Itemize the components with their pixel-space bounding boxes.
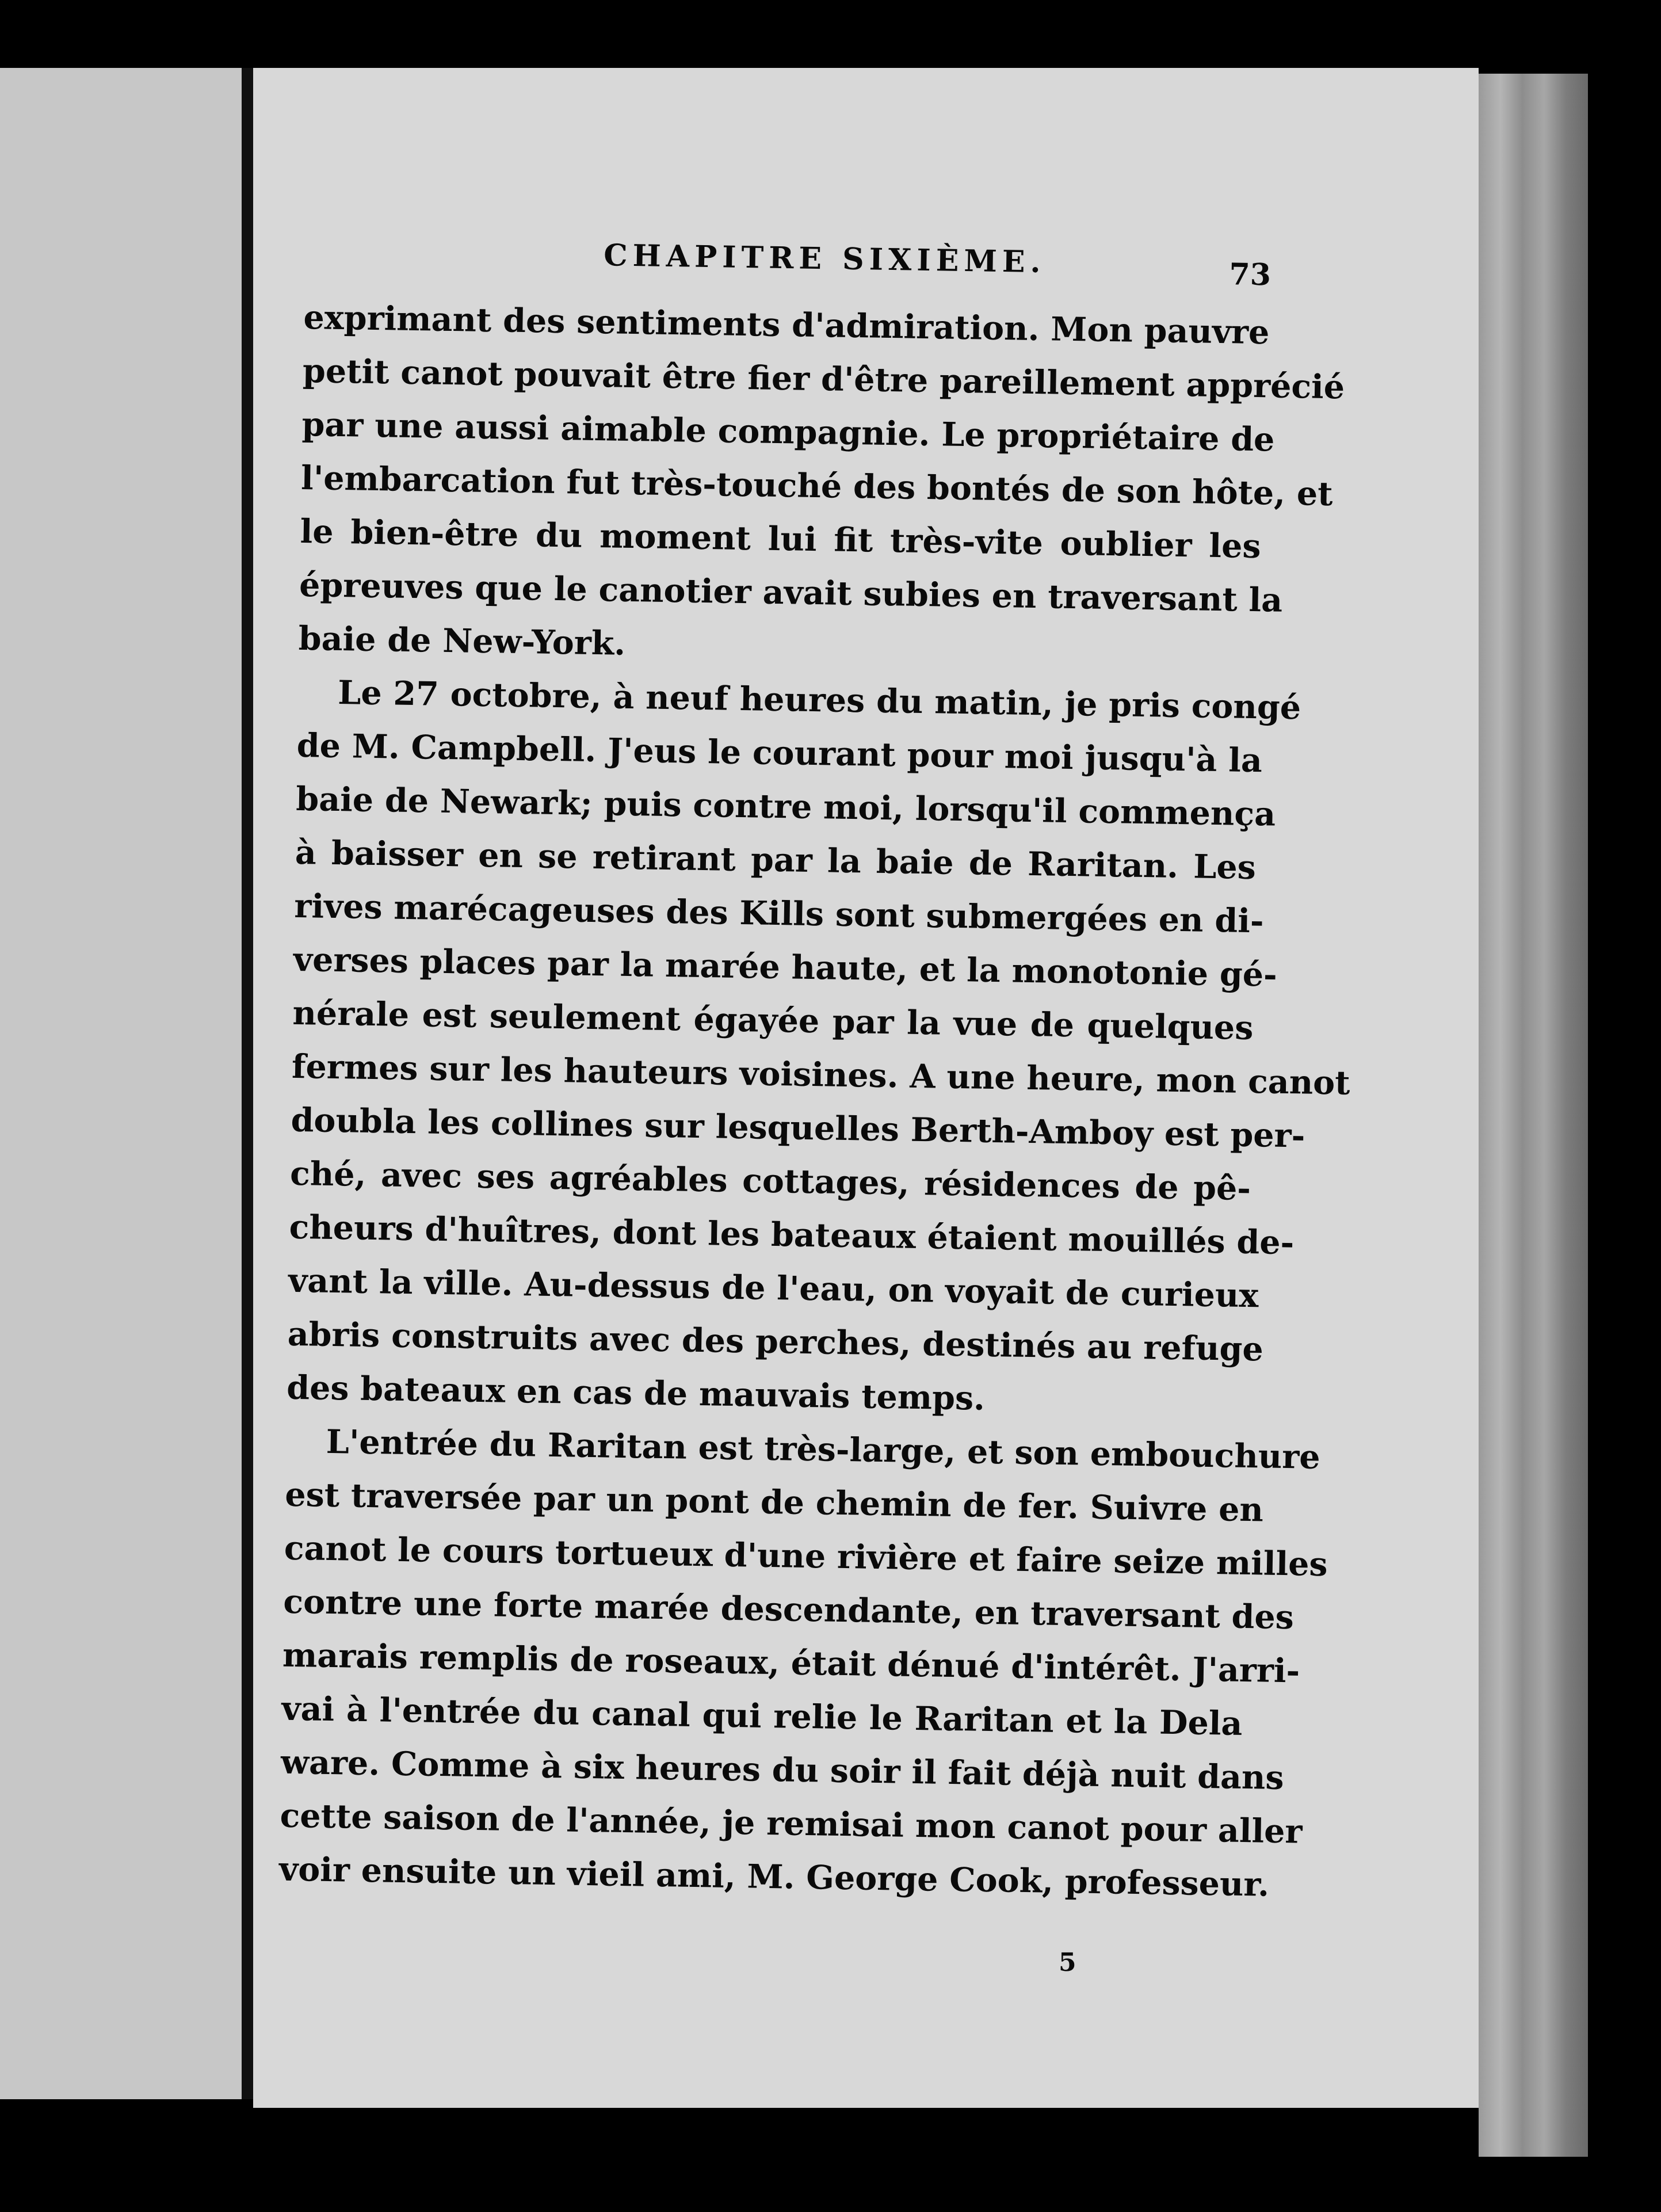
text-line: canot le cours tortueux d'une rivière et faire seize milles <box>284 1528 1328 1584</box>
text-line: le bien-être du moment lui fit très-vite oublier les <box>300 512 1262 566</box>
text-line: vai à l'entrée du canal qui relie le Raritan et la Dela <box>281 1689 1243 1743</box>
text-line: fermes sur les hauteurs voisines. A une heure, mon canot <box>291 1047 1351 1103</box>
text-line: Le 27 octobre, à neuf heures du matin, je pris congé <box>337 673 1301 727</box>
chapter-title: CHAPITRE SIXIÈME. <box>603 238 1047 280</box>
text-line: de M. Campbell. J'eus le courant pour moi jusqu'à la <box>296 726 1263 780</box>
text-line: abris construits avec des perches, destinés au refuge <box>287 1314 1264 1369</box>
text-line: vant la ville. Au-dessus de l'eau, on voyait de curieux <box>288 1261 1259 1315</box>
paragraph-2 <box>286 665 1351 1429</box>
text-line: ware. Comme à six heures du soir il fait déjà nuit dans <box>280 1742 1285 1798</box>
text-line: contre une forte marée descendante, en traversant des <box>282 1582 1295 1637</box>
left-facing-page <box>0 68 245 2099</box>
text-line: cette saison de l'année, je remisai mon canot pour aller <box>280 1796 1303 1851</box>
gutter <box>242 68 253 2099</box>
text-line: voir ensuite un vieil ami, M. George Cook, professeur. <box>278 1849 1270 1904</box>
text-line: par une aussi aimable compagnie. Le propriétaire de <box>301 405 1275 459</box>
text-line: rives marécageuses des Kills sont submergées en di- <box>293 886 1265 941</box>
text-line: marais remplis de roseaux, était dénué d'intérêt. J'arri- <box>282 1635 1300 1691</box>
text-line: L'entrée du Raritan est très-large, et son embouchure <box>326 1422 1321 1477</box>
text-line: petit canot pouvait être fier d'être pareillement apprécié <box>302 351 1345 407</box>
page-number: 73 <box>1229 257 1271 293</box>
paragraph-3 <box>278 1414 1328 1911</box>
text-line: doubla les collines sur lesquelles Berth-Amboy est per- <box>291 1100 1305 1155</box>
book-edge <box>1479 74 1588 2157</box>
signature-mark: 5 <box>1059 1948 1076 1977</box>
page-text <box>278 227 1351 1911</box>
text-line: épreuves que le canotier avait subies en traversant la <box>299 565 1283 620</box>
text-line: exprimant des sentiments d'admiration. Mon pauvre <box>303 298 1270 352</box>
text-line: baie de Newark; puis contre moi, lorsqu'il commença <box>295 779 1276 834</box>
text-line: est traversée par un pont de chemin de fer. Suivre en <box>284 1475 1264 1530</box>
text-line: nérale est seulement égayée par la vue de quelques <box>292 993 1254 1048</box>
text-line: à baisser en se retirant par la baie de Raritan. Les <box>295 833 1257 887</box>
paragraph-1 <box>298 291 1345 680</box>
text-line: baie de New-York. <box>298 619 626 663</box>
text-line: l'embarcation fut très-touché des bontés de son hôte, et <box>300 458 1334 514</box>
text-line: ché, avec ses agréables cottages, résidences de pê- <box>289 1154 1251 1208</box>
text-line: verses places par la marée haute, et la monotonie gé- <box>293 940 1278 994</box>
text-line: cheurs d'huîtres, dont les bateaux étaient mouillés de- <box>289 1207 1295 1263</box>
text-line: des bateaux en cas de mauvais temps. <box>286 1368 986 1418</box>
